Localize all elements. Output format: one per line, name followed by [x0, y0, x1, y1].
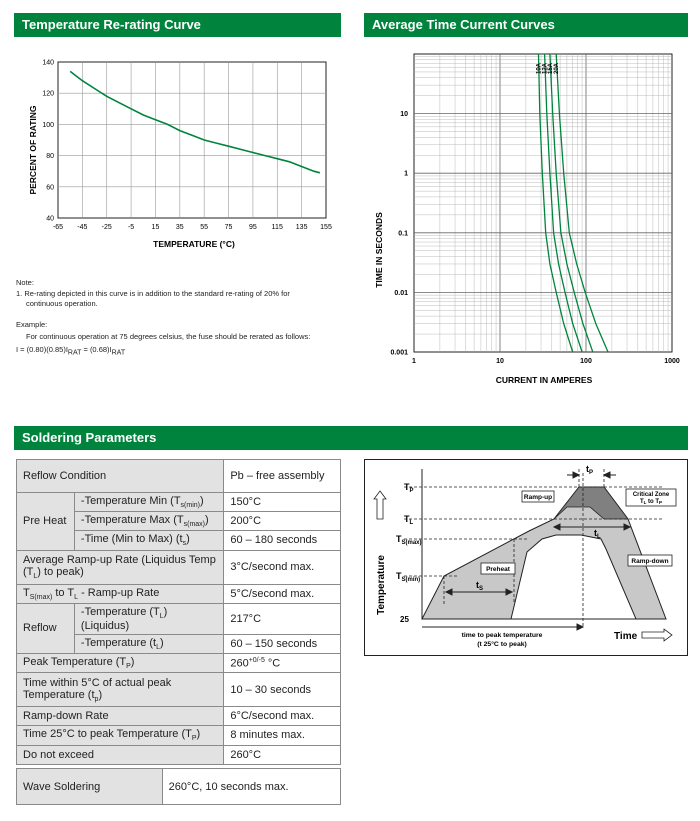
- tl-time-value: 60 – 150 seconds: [224, 634, 341, 653]
- rerating-y-tick: 100: [42, 121, 54, 129]
- ramp-down-value: 6°C/second max.: [224, 707, 341, 726]
- rerating-example-title: Example:: [16, 320, 48, 329]
- rerating-note-title: Note:: [16, 278, 34, 287]
- time-label: -Time (Min to Max) $(t_s)$: [74, 531, 223, 550]
- rerating-x-tick: 115: [271, 224, 283, 231]
- profile-critical-zone-label: Critical Zone: [632, 492, 670, 498]
- time25-value: 8 minutes max.: [224, 726, 341, 745]
- rerating-x-tick: 15: [151, 224, 160, 231]
- rerating-x-tick: 55: [200, 224, 209, 231]
- tc-x-tick: 1: [412, 358, 416, 365]
- tc-x-tick: 10: [496, 358, 504, 365]
- rerating-formula: $I = (0.80)(0.85)I_{RAT} = (0.68)I_{RAT}$: [16, 345, 126, 357]
- rerating-x-tick: 155: [320, 224, 332, 231]
- tc-x-tick: 100: [580, 358, 592, 365]
- temp-rerating-header: Temperature Re-rating Curve: [14, 13, 341, 37]
- time-current-header: Average Time Current Curves: [364, 13, 688, 37]
- not-exceed-value: 260°C: [224, 745, 341, 764]
- profile-25-label: 25: [400, 615, 409, 624]
- profile-ramp-down-label: Ramp-down: [631, 558, 669, 565]
- profile-tp-label: $T_P$: [404, 482, 414, 494]
- tc-series-label: 20A: [554, 62, 561, 74]
- not-exceed-label: Do not exceed: [17, 745, 224, 764]
- rerating-x-tick: 95: [249, 224, 257, 231]
- profile-ts-small-label: $t_S$: [476, 580, 484, 592]
- tl-value: 217°C: [224, 603, 341, 634]
- rerating-y-tick: 40: [46, 215, 54, 223]
- rerating-x-tick: 135: [295, 224, 308, 231]
- rerating-x-tick: -25: [101, 224, 112, 231]
- reflow-label: Reflow: [17, 603, 75, 653]
- tc-y-tick: 0.1: [398, 230, 408, 238]
- rerating-note-1b: continuous operation.: [26, 299, 98, 308]
- profile-peak-note-1: time to peak temperature: [461, 632, 543, 639]
- time25-label: Time 25°C to peak Temperature $(T_P)$: [17, 726, 224, 745]
- tc-y-tick: 0.01: [394, 289, 408, 297]
- tc-x-label: CURRENT IN AMPERES: [495, 375, 593, 385]
- time-value: 60 – 180 seconds: [224, 531, 341, 550]
- tl-time-label: -Temperature $(t_L)$: [74, 634, 223, 653]
- rerating-note-1: 1. Re-rating depicted in this curve is in addition to the standard re-rating of 20% for: [16, 289, 290, 298]
- ts-tl-value: 5°C/second max.: [224, 584, 341, 603]
- profile-time-label: Time: [614, 631, 638, 642]
- reflow-profile-diagram: [364, 459, 688, 656]
- tc-y-tick: 1: [404, 170, 408, 178]
- tc-plot-frame: [414, 54, 672, 352]
- profile-temperature-label: Temperature: [376, 555, 387, 615]
- rerating-plot-frame: [58, 62, 326, 218]
- profile-ramp-up-label: Ramp-up: [523, 494, 553, 501]
- profile-tl-label: $T_L$: [404, 514, 414, 526]
- profile-peak-note-2: (t 25°C to peak): [477, 641, 527, 648]
- rerating-example-text: For continuous operation at 75 degrees celsius, the fuse should be rerated as follows:: [26, 332, 311, 341]
- profile-tl-small-label: $t_L$: [594, 528, 601, 540]
- soldering-table: [16, 459, 341, 765]
- rerating-y-tick: 60: [46, 184, 54, 192]
- rerating-x-label: TEMPERATURE (°C): [153, 239, 235, 249]
- within-label: Time within 5°C of actual peak Temperature $(t_p)$: [17, 673, 224, 707]
- tc-series-label: 15A: [547, 62, 554, 74]
- reflow-condition-label: Reflow Condition: [17, 460, 224, 493]
- tc-y-tick: 0.001: [390, 349, 408, 357]
- ts-tl-label: $T_{S(max)}$ to $T_L$ - Ramp-up Rate: [17, 584, 224, 603]
- rerating-x-tick: -65: [52, 224, 64, 231]
- rerating-y-tick: 120: [42, 90, 54, 98]
- tc-y-tick: 10: [400, 111, 408, 119]
- within-value: 10 – 30 seconds: [224, 673, 341, 707]
- rerating-x-tick: -5: [127, 224, 135, 231]
- profile-critical-zone-range: TL to TP: [639, 499, 663, 505]
- rerating-x-tick: -45: [77, 224, 88, 231]
- soldering-header: Soldering Parameters: [14, 426, 688, 450]
- time-current-chart: [364, 40, 688, 390]
- tmax-label: -Temperature Max $(T_{s(max)})$: [74, 512, 223, 531]
- ramp-up-label: Average Ramp-up Rate (Liquidus Temp $(T_L)$ to peak): [17, 550, 224, 584]
- tmin-label: -Temperature Min $(T_{s(min)})$: [74, 493, 223, 512]
- tl-label: -Temperature $(T_L)$ (Liquidus): [74, 603, 223, 634]
- profile-tp-small-label: $t_P$: [586, 464, 594, 476]
- peak-value: $260^{+0/-5}$ °C: [224, 654, 341, 673]
- tmax-value: 200°C: [224, 512, 341, 531]
- rerating-y-label: PERCENT OF RATING: [28, 105, 38, 195]
- tc-y-label: TIME IN SECONDS: [374, 212, 384, 288]
- profile-preheat-label: Preheat: [486, 566, 510, 573]
- profile-tsmax-label: $T_{S(max)}$: [396, 534, 422, 546]
- wave-soldering-label: Wave Soldering: [17, 769, 163, 805]
- temp-rerating-chart: [14, 40, 341, 265]
- profile-tsmin-label: $T_{S(min)}$: [396, 571, 421, 583]
- rerating-x-tick: 75: [224, 224, 233, 231]
- tc-series-label: 12A: [542, 62, 549, 74]
- pre-heat-label: Pre Heat: [17, 493, 75, 551]
- tc-series-label: 10A: [536, 62, 543, 74]
- ramp-down-label: Ramp-down Rate: [17, 707, 224, 726]
- wave-soldering-table: [16, 768, 341, 805]
- reflow-condition-value: Pb – free assembly: [224, 460, 341, 493]
- rerating-y-tick: 80: [46, 153, 54, 161]
- rerating-x-tick: 35: [175, 224, 184, 231]
- peak-label: Peak Temperature $(T_P)$: [17, 654, 224, 673]
- tmin-value: 150°C: [224, 493, 341, 512]
- wave-soldering-value: 260°C, 10 seconds max.: [162, 769, 340, 805]
- rerating-y-tick: 140: [42, 59, 54, 67]
- tc-x-tick: 1000: [664, 358, 680, 365]
- ramp-up-value: 3°C/second max.: [224, 550, 341, 584]
